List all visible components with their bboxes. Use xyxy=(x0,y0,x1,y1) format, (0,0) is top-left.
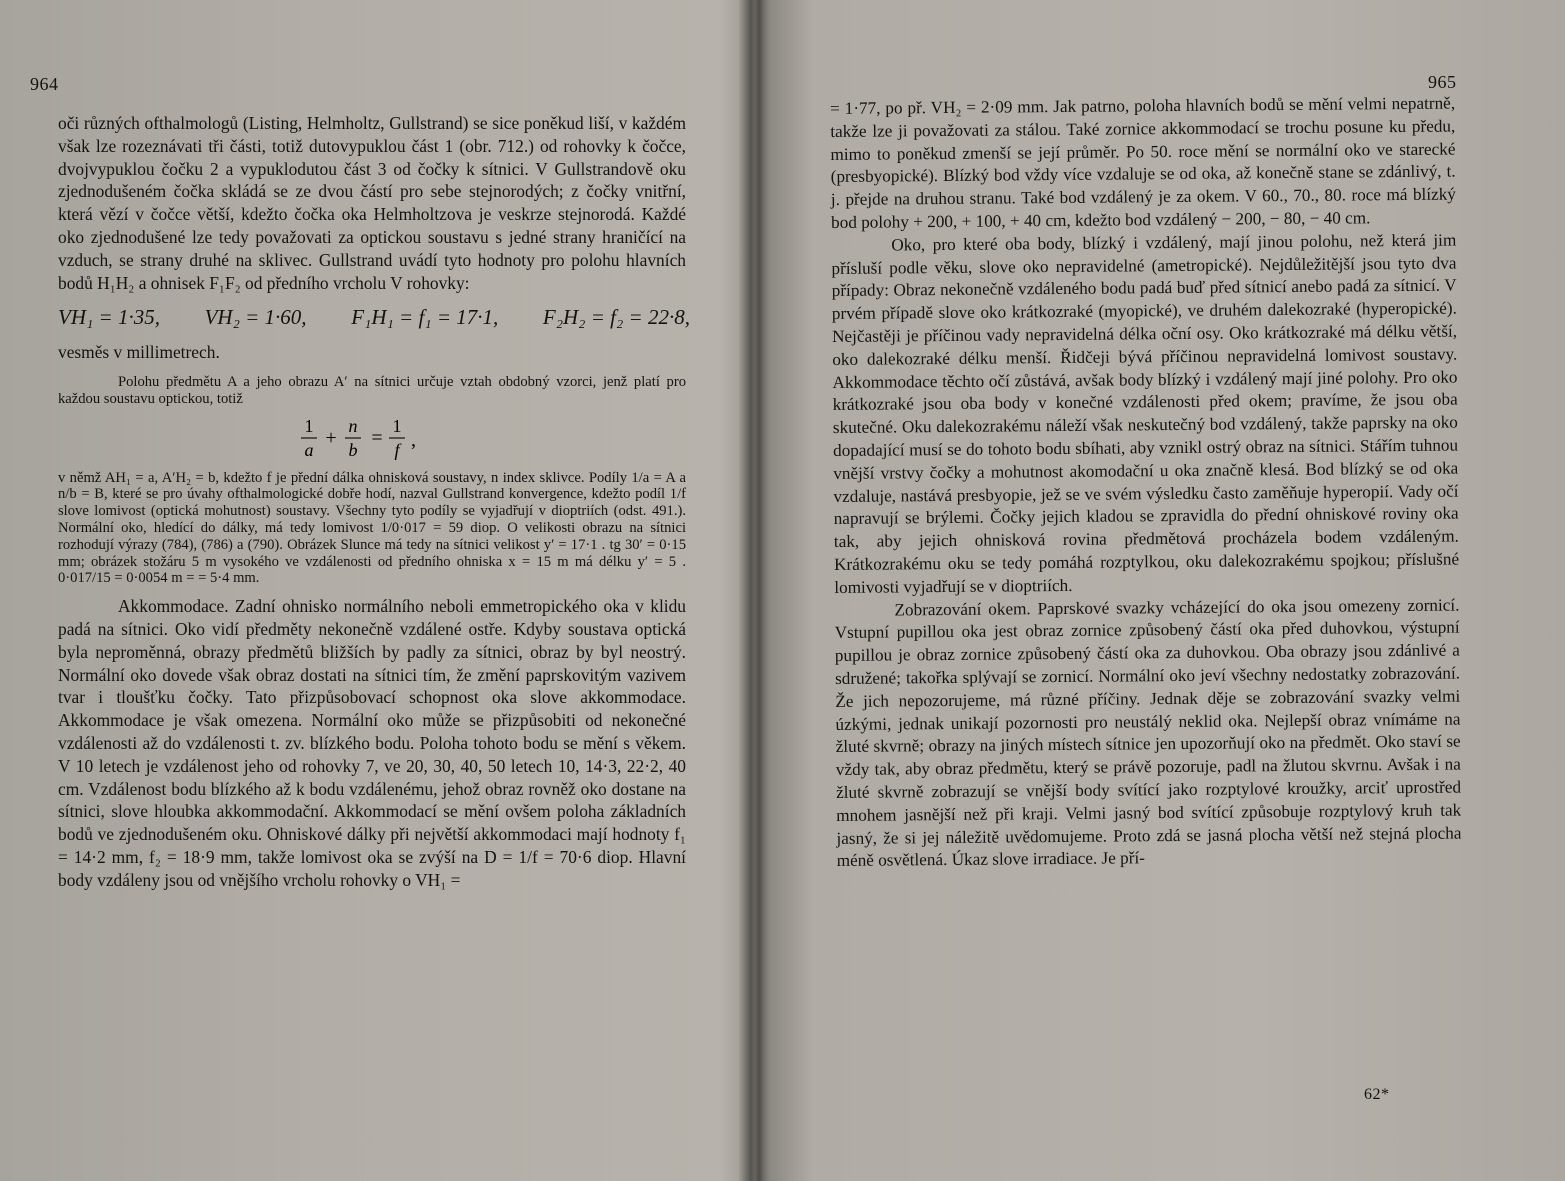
paragraph-imaging: Zobrazování okem. Paprskové svazky vcházející do oka jsou omezeny zornicí. Vstupní pupillou oka jest obraz zornice způsobený částí oka před duhovkou, výstupní pupillou je obraz zornice způsobený částí oka za duhovkou. Oba obrazy jsou zdánlivé a sdružené; takořka splývají se zornicí. Normální oko jeví všechny nedostatky zobrazování. Že jich nepozorujeme, má různé příčiny. Jednak děje se zobrazování svazky velmi úzkými, jednak unikají pozornosti pro neustálý neklid oka. Nejlepší obraz vnímáme na žluté skvrně; obrazy na jiných místech sítnice jen upozorňují oko na předmět. Oko staví se vždy tak, aby obraz předmětu, který se právě pozoruje, padl na žlutou skvrnu. Avšak i na žluté skvrně zobrazují se vnější body svítící jako rozptylové kroužky, arciť uprostřed mnohem jasnější než při kraji. Velmi jasný bod svítící způsobuje rozptylový kruh tak jasný, že si jej náležitě uvědomujeme. Proto zdá se jasná plocha větší než stejná plocha méně osvětlená. Úkaz slove irradiace. Je pří- xyxy=(834,595,1462,871)
left-page-text xyxy=(58,112,690,892)
paragraph-units: vesměs v millimetrech. xyxy=(58,342,220,363)
left-page xyxy=(0,0,755,1181)
signature-mark: 62* xyxy=(1364,1086,1390,1103)
formula-numerator-3: 1 xyxy=(392,415,402,436)
right-page xyxy=(760,0,1565,1181)
equation-f2h2: F₂H₂ = f₂ = 22·8, xyxy=(542,305,690,330)
paragraph-image-relation: Polohu předmětu A a jeho obrazu A′ na sítnici určuje vztah obdobný vzorci, jenž platí pro každou soustavu optickou, totiž xyxy=(58,373,686,407)
formula-denominator-3: f xyxy=(394,439,400,460)
equation-vh2: VH₂ = 1·60, xyxy=(204,305,307,330)
page-number-left: 964 xyxy=(30,74,59,94)
formula-denominator-2: b xyxy=(348,439,358,460)
right-page-text xyxy=(830,93,1462,874)
formula-numerator-2: n xyxy=(348,415,358,436)
page-number-right: 965 xyxy=(1428,72,1457,92)
formula-denominator-1: a xyxy=(304,439,314,460)
equation-f1h1: F₁H₁ = f₁ = 17·1, xyxy=(351,305,499,330)
paragraph-ametropia: Oko, pro které oba body, blízký i vzdálený, mají jinou polohu, než která jim přísluší podle věku, slove oko nepravidelné (ametropické). Nejdůležitější jsou tyto dva případy: Obraz nekonečně vzdáleného bodu padá buď před sítnicí anebo padá za sítnicí. V prvém případě slove oko krátkozraké (myopické), ve druhém dalekozraké (hyperopické). Nejčastěji je příčinou vady nepravidelná délka oční osy. Oko krátkozraké má délku větší, oko dalekozraké délku menší. Řidčeji bývá příčinou nepravidelná lomivost soustavy. Akkommodace těchto očí zůstává, avšak body blízký i vzdálený mají jiné polohy. Pro oko krátkozraké jsou oba body v konečné vzdálenosti před okem; pravíme, že jsou oba skutečné. Oku dalekozrakému náleží však neskutečný bod vzdálený, takže paprsky na oko dopadající musí se do tohoto bodu sbíhati, aby vznikl ostrý obraz na sítnici. Stářím tuhnou vnější vrstvy čočky a mohutnost akomodační u oka značně klesá. Bod blízký se od oka vzdaluje, nastává presbyopie, jež se ve svém výsledku často zaměňuje hyperopií. Vady očí napravují se brýlemi. Čočky jejich kladou se zpravidla do přední ohniskové roviny oka tak, aby jejich ohnisková rovina předmětová procházela bodem vzdáleným. Krátkozrakému oku se tedy pomáhá rozptylkou, oku dalekozrakému spojkou; příslušné lomivosti vyjadřují se v dioptriích. xyxy=(831,230,1460,597)
paragraph-accommodation: Akkommodace. Zadní ohnisko normálního neboli emmetropického oka v klidu padá na sítnici. Oko vidí předměty nekonečně vzdálené ostře. Kdyby soustava optická byla neproměnná, obrazy předmětů bližších by padly za sítnici, obraz by byl neostrý. Normální oko dovede však obraz dostati na sítnici tím, že změní paprskovitým vazivem tvar i tloušťku čočky. Tato přizpůsobovací schopnost oka slove akkommodace. Akkommodace je však omezena. Normální oko může se přizpůsobiti od nekonečné vzdálenosti až do vzdálenosti t. zv. blízkého bodu. Poloha tohoto bodu se mění s věkem. V 10 letech je vzdálenost jeho od rohovky 7, ve 20, 30, 40, 50 letech 10, 14·3, 22·2, 40 cm. Vzdálenost bodu blízkého až k bodu vzdálenému, jehož obraz rovněž oko dostane na sítnici, slove hloubka akkommodační. Akkommodací se mění ovšem poloha základních bodů ve zjednodušeném oku. Ohniskové dálky při největší akkommodaci mají hodnoty f₁ = 14·2 mm, f₂ = 18·9 mm, takže lomivost oka se zvýší na D = 1/f = 70·6 diop. Hlavní body vzdáleny jsou od vnějšího vrcholu rohovky o VH₁ = xyxy=(58,596,686,890)
lens-formula xyxy=(58,414,686,462)
paragraph-eye-models: oči různých ofthalmologů (Listing, Helmholtz, Gullstrand) se sice poněkud liší, v každém však lze rozeznávati tři části, totiž dutovypuklou část 1 (obr. 712.) od rohovky k čočce, dvojvypuklou čočku 2 a vypuklodutou část 3 od čočky k sítnici. V Gullstrandově oku zjednodušeném čočka skládá se ze dvou částí pro sebe stejnorodých; z čočky vnitřní, která vězí v čočce větší, kdežto čočka oka Helmholtzova je veskrze stejnorodá. Každé oko zjednodušené lze tedy považovati za optickou soustavu s jedné strany hraničící na vzduch, se strany druhé na sklivec. Gullstrand uvádí tyto hodnoty pro polohu hlavních bodů H₁H₂ a ohnisek F₁F₂ od předního vrcholu V rohovky: xyxy=(58,113,686,293)
formula-numerator-1: 1 xyxy=(304,415,314,436)
equation-vh1: VH₁ = 1·35, xyxy=(58,305,160,330)
formula-comma: , xyxy=(411,428,416,451)
formula-plus: + xyxy=(325,426,337,449)
formula-equals: = xyxy=(371,426,383,449)
equation-principal-points xyxy=(58,306,690,329)
paragraph-dioptrics: v němž AH₁ = a, A′H₂ = b, kdežto f je přední dálka ohnisková soustavy, n index sklivce. Podíly 1/a = A a n/b = B, které se pro úvahy ofthalmologické dobře hodí, nazval Gullstrand konvergence, kdežto podíl 1/f slove lomivost (optická mohutnost) soustavy. Všechny tyto podíly se vyjadřují v dioptriích (odst. 491.). Normální oko, hledící do dálky, má tedy lomivost 1/0·017 = 59 diop. O velikosti obrazu na sítnici rozhodují výrazy (784), (786) a (790). Obrázek Slunce má tedy na sítnici velikost y′ = 17·1 . tg 30′ = 0·15 mm; obrázek stožáru 5 m vysokého ve vzdálenosti od předního ohniska x = 15 m má délku y′ = 5 . 0·017/15 = 0·0054 m = = 5·4 mm. xyxy=(58,469,686,587)
paragraph-presbyopia: = 1·77, po př. VH₂ = 2·09 mm. Jak patrno, poloha hlavních bodů se mění velmi nepatrně, takže lze ji považovati za stálou. Také zornice akkommodací se trochu posune ku předu, mimo to poněkud zmenší se její průměr. Po 50. roce mění se normální oko ve starecké (presbyopické). Blízký bod vždy více vzdaluje se od oka, až konečně stane se zdánlivý, t. j. přejde na druhou stranu. Také bod vzdálený je za okem. V 60., 70., 80. roce má blízký bod polohy + 200, + 100, + 40 cm, kdežto bod vzdálený − 200, − 80, − 40 cm. xyxy=(830,93,1456,232)
lens-formula-graphic xyxy=(297,414,447,462)
